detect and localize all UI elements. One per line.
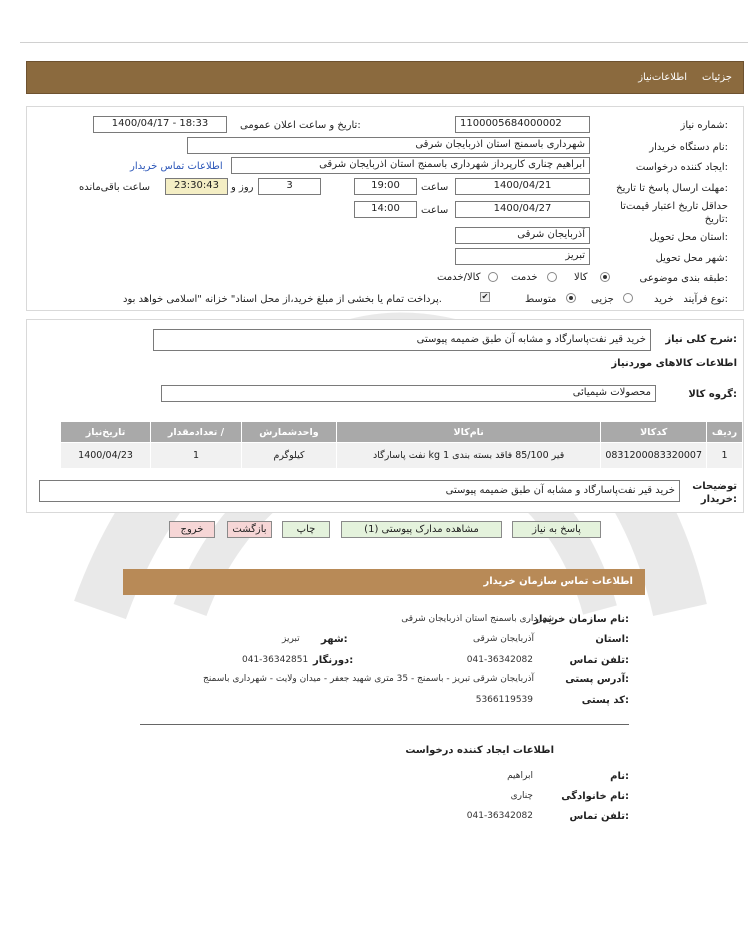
col-goods-name: نام‌کالا: [337, 422, 601, 443]
process-minor-label: جزیی: [591, 294, 614, 305]
category-goods-service-label: کالا/خدمت: [437, 272, 481, 283]
validity-date-field: 1400/04/27: [455, 201, 590, 218]
creator-first-name-value: ابراهیم: [507, 771, 533, 781]
process-type-label: نوع فرآیند:: [683, 294, 728, 305]
contact-province-value: آذربایجان شرقی: [473, 634, 534, 644]
creator-last-name-value: چناری: [510, 791, 533, 801]
remaining-days-field: 3: [258, 178, 321, 195]
top-divider: [20, 42, 748, 43]
treasury-payment-note: پرداخت تمام یا بخشی از مبلغ خرید،از محل اسناد" خزانه "اسلامی خواهد بود.: [123, 294, 442, 305]
cell-goods-code: 0831200083320007: [601, 443, 707, 469]
category-label: طبقه بندی موضوعی:: [639, 273, 728, 284]
deadline-hour-label: ساعت: [421, 182, 449, 193]
buyer-notes-field: خرید قیر نفت‌پاسارگاد و مشابه آن طبق ضمیمه پیوستی: [39, 480, 680, 502]
page-header-bar: [26, 61, 744, 94]
request-creator-label: ایجاد کننده درخواست:: [635, 162, 728, 173]
col-goods-code: کدکالا: [601, 422, 707, 443]
org-name-value: شهرداری باسمنج استان اذربایجان شرقی: [401, 614, 554, 624]
request-creator-field: ابراهیم چناری کارپرداز شهرداری باسمنج استان اذربایجان شرقی: [231, 157, 590, 174]
validity-time-field: 14:00: [354, 201, 417, 218]
goods-table: [60, 421, 743, 469]
org-name-label: نام سازمان خریدار:: [533, 614, 629, 625]
contact-city-label: شهر:: [321, 634, 348, 645]
need-number-field: 1100005684000002: [455, 116, 590, 133]
goods-table-header-row: [61, 422, 743, 443]
remaining-label: ساعت باقی‌مانده: [79, 182, 151, 193]
buyer-org-field: شهرداری باسمنج استان اذربایجان شرقی: [187, 137, 590, 154]
buyer-notes-label: توضیحات خریدار:: [692, 481, 737, 505]
delivery-city-label: شهر محل تحویل:: [655, 253, 728, 264]
category-service-radio[interactable]: [547, 272, 557, 282]
print-button[interactable]: چاپ: [282, 521, 330, 538]
treasury-payment-checkbox[interactable]: ✔: [481, 292, 489, 301]
announce-date-label: تاریخ و ساعت اعلان عمومی:: [240, 120, 361, 131]
buyer-contact-link[interactable]: اطلاعات تماس خریدار: [130, 161, 223, 172]
cell-need-date: 1400/04/23: [61, 443, 151, 469]
cell-goods-name: قیر 85/100 فاقد بسته بندی 1 kg نفت پاسارگاد: [337, 443, 601, 469]
creator-phone-label: تلفن تماس:: [569, 811, 629, 822]
process-medium-label: متوسط: [525, 294, 557, 305]
tab-need-info[interactable]: اطلاعات‌نیاز: [638, 72, 687, 83]
deadline-date-field: 1400/04/21: [455, 178, 590, 195]
col-quantity: تعدادمقدار /: [151, 422, 242, 443]
announce-date-field: 1400/04/17 - 18:33: [93, 116, 227, 133]
reply-to-need-button[interactable]: پاسخ به نیاز: [512, 521, 601, 538]
goods-group-field: محصولات شیمیائی: [161, 385, 656, 402]
contact-phone-value: 041-36342082: [466, 655, 533, 665]
goods-info-title: اطلاعات کالاهای موردنیاز: [611, 358, 737, 369]
category-goods-label: کالا: [574, 272, 588, 283]
category-service-label: خدمت: [511, 272, 538, 283]
process-minor-radio[interactable]: [623, 293, 633, 303]
contact-fax-label: دورنگار:: [313, 655, 354, 666]
contact-fax-value: 041-36342851: [242, 655, 309, 665]
deadline-time-field: 19:00: [354, 178, 417, 195]
postal-address-value: آذربایجان شرقی تبریز - باسمنج - 35 متری شهید جعفر - میدان ولایت - شهرداری باسمنج: [203, 674, 534, 684]
creator-phone-value: 041-36342082: [466, 811, 533, 821]
creator-last-name-label: نام خانوادگی:: [561, 791, 629, 802]
col-need-date: تاریخ‌نیاز: [61, 422, 151, 443]
deadline-label: مهلت ارسال پاسخ تا تاریخ:: [616, 183, 728, 194]
view-attachments-button[interactable]: مشاهده مدارک پیوستی (1): [341, 521, 502, 538]
goods-group-label: گروه کالا:: [688, 389, 737, 400]
cell-row-number: 1: [707, 443, 743, 469]
creator-info-title: اطلاعات ایجاد کننده درخواست: [405, 745, 554, 756]
category-goods-radio[interactable]: [600, 272, 610, 282]
buyer-org-label: نام دستگاه خریدار:: [649, 142, 728, 153]
category-goods-service-radio[interactable]: [488, 272, 498, 282]
table-row: [61, 443, 743, 469]
validity-hour-label: ساعت: [421, 205, 449, 216]
postal-code-value: 5366119539: [475, 695, 533, 705]
process-prefix: خرید: [654, 294, 674, 305]
cell-unit: کیلوگرم: [241, 443, 336, 469]
creator-first-name-label: نام:: [610, 771, 629, 782]
postal-address-label: آدرس پستی:: [565, 674, 629, 685]
delivery-city-field: تبریز: [455, 248, 590, 265]
cell-quantity: 1: [151, 443, 242, 469]
delivery-province-label: استان محل تحویل:: [649, 232, 728, 243]
exit-button[interactable]: خروج: [169, 521, 215, 538]
contact-phone-label: تلفن تماس:: [569, 655, 629, 666]
col-unit: واحدشمارش: [241, 422, 336, 443]
process-medium-radio[interactable]: [566, 293, 576, 303]
days-label: روز و: [231, 182, 254, 193]
col-row: ردیف: [707, 422, 743, 443]
delivery-province-field: آذربایجان شرقی: [455, 227, 590, 244]
remaining-time-field: 23:30:43: [165, 178, 228, 195]
back-button[interactable]: بازگشت: [227, 521, 272, 538]
general-description-field: خرید قیر نفت‌پاسارگاد و مشابه آن طبق ضمیمه پیوستی: [153, 329, 651, 351]
need-number-label: شماره نیاز:: [680, 120, 728, 131]
contact-city-value: تبریز: [282, 634, 300, 644]
tab-details[interactable]: جزئیات: [702, 72, 732, 83]
price-validity-label: حداقل تاریخ اعتبار قیمت‌تا تاریخ:: [620, 201, 728, 225]
contact-divider: [140, 724, 629, 725]
general-description-label: شرح کلی نیاز:: [665, 334, 737, 345]
buyer-contact-header: [123, 569, 645, 595]
buyer-contact-title: اطلاعات تماس سازمان خریدار: [483, 576, 633, 587]
postal-code-label: کد پستی:: [581, 695, 629, 706]
contact-province-label: استان:: [595, 634, 629, 645]
